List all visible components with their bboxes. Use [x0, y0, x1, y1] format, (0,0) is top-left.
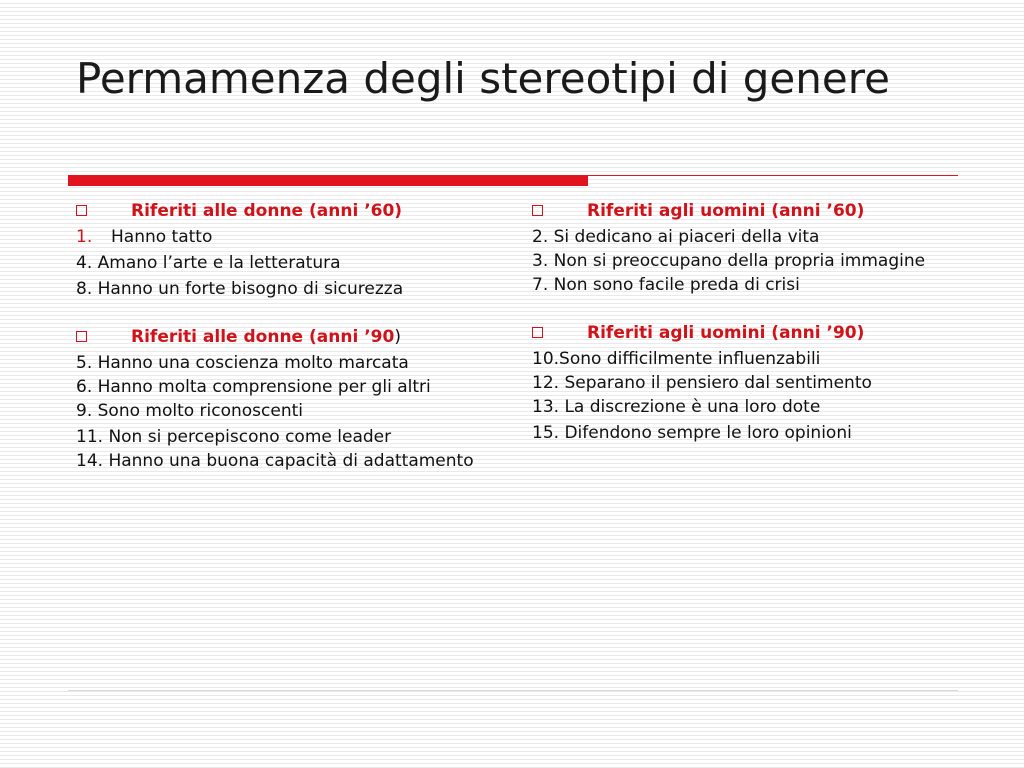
section-heading-women-60: [76, 200, 516, 222]
list-item: 7. Non sono facile preda di crisi: [532, 275, 800, 295]
item-text: Hanno tatto: [111, 227, 213, 247]
section-heading-men-60: [532, 200, 962, 222]
section-gap: [76, 304, 516, 326]
section-heading-tail: ): [394, 327, 401, 347]
square-bullet-icon: [532, 205, 543, 216]
list-item: 12. Separano il pensiero dal sentimento: [532, 373, 872, 393]
section-heading-women-90: [76, 326, 516, 348]
square-bullet-icon: [76, 205, 87, 216]
list-item: 11. Non si percepiscono come leader: [76, 427, 392, 447]
list-item: 10.Sono difficilmente influenzabili: [532, 349, 821, 369]
list-item: 5. Hanno una coscienza molto marcata: [76, 353, 409, 373]
title-underline-thin: [588, 175, 958, 176]
list-item: 8. Hanno un forte bisogno di sicurezza: [76, 279, 404, 299]
left-column: [76, 200, 516, 474]
list-item: 4. Amano l’arte e la letteratura: [76, 253, 341, 273]
section-heading-label: Riferiti alle donne (anni ’60): [131, 201, 403, 221]
list-item: 6. Hanno molta comprensione per gli altri: [76, 377, 431, 397]
title-underline: [68, 175, 958, 186]
list-item: [76, 226, 516, 248]
section-heading-men-90: [532, 322, 962, 344]
section-gap: [532, 300, 962, 322]
list-item: 13. La discrezione è una loro dote: [532, 397, 821, 417]
right-column: [532, 200, 962, 448]
square-bullet-icon: [532, 327, 543, 338]
list-item: 2. Si dedicano ai piaceri della vita: [532, 227, 820, 247]
title-underline-thick: [68, 175, 588, 186]
item-number: 1.: [76, 227, 93, 247]
list-item: 15. Difendono sempre le loro opinioni: [532, 423, 852, 443]
footer-divider: [68, 690, 958, 691]
list-item: 14. Hanno una buona capacità di adattamento: [76, 451, 474, 471]
list-item: 9. Sono molto riconoscenti: [76, 401, 304, 421]
list-item: 3. Non si preoccupano della propria immagine: [532, 251, 926, 271]
section-heading-label: Riferiti alle donne (anni ’90: [131, 327, 395, 347]
section-heading-label: Riferiti agli uomini (anni ’60): [587, 201, 865, 221]
square-bullet-icon: [76, 331, 87, 342]
slide-title: Permamenza degli stereotipi di genere: [76, 54, 890, 103]
section-heading-label: Riferiti agli uomini (anni ’90): [587, 323, 865, 343]
